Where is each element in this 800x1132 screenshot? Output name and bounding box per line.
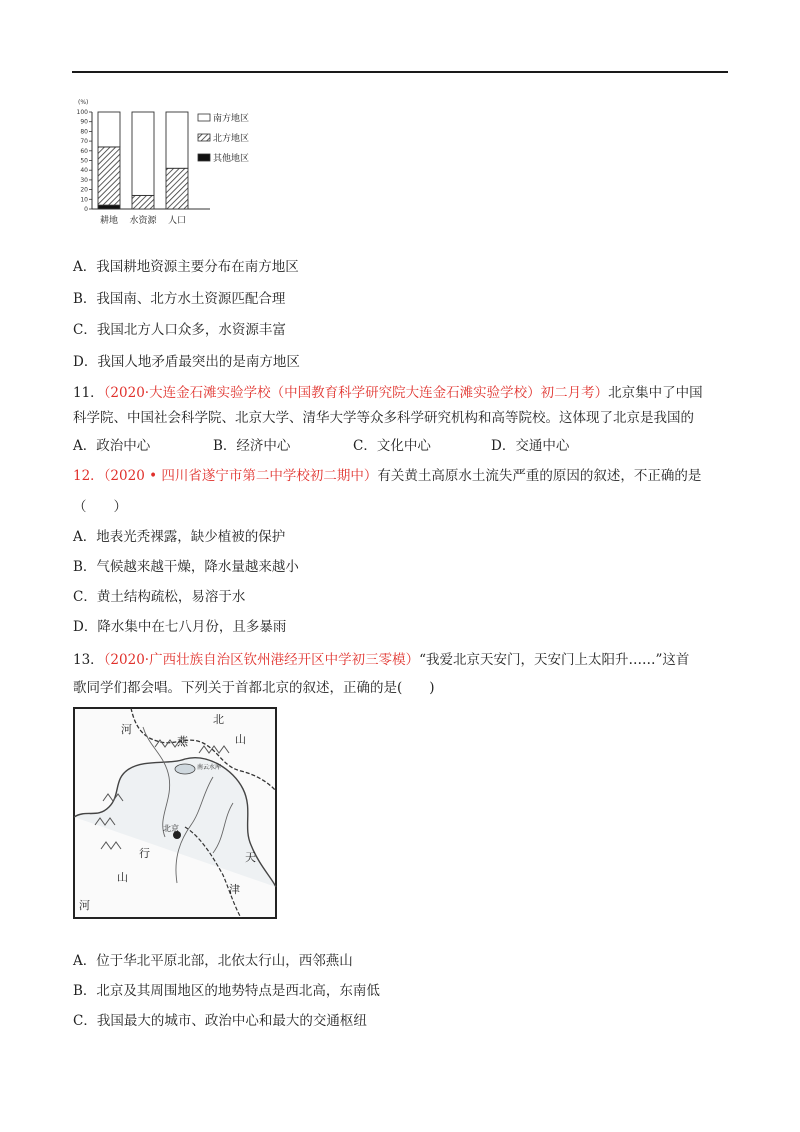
q11-stem: 北京集中了中国 (608, 385, 703, 401)
map-label-yan: 燕 (177, 735, 188, 748)
map-label-he-2: 河 (79, 899, 90, 912)
q11-option-a: A．政治中心 (73, 438, 151, 454)
legend-swatch (198, 114, 210, 121)
y-tick-label: 10 (80, 196, 88, 204)
map-label-he-1: 河 (121, 723, 132, 736)
y-tick-label: 30 (80, 176, 88, 184)
y-tick-label: 70 (80, 138, 88, 146)
y-tick-label: 0 (84, 206, 88, 213)
bar-segment (98, 147, 120, 205)
bar-segment (166, 112, 188, 168)
beijing-region-map (73, 707, 277, 919)
map-label-jin: 津 (229, 883, 240, 896)
q12-option-b: B．气候越来越干燥，降水量越来越小 (73, 559, 299, 575)
q13-option-a: A．位于华北平原北部，北依太行山，西邻燕山 (73, 953, 353, 969)
q12-stem (73, 467, 701, 485)
q11-options (73, 437, 569, 455)
category-label: 耕地 (99, 216, 119, 226)
q12-option-a: A．地表光秃裸露，缺少植被的保护 (73, 529, 286, 545)
map-label-bei: 北 (213, 713, 224, 726)
q11-source: （2020·大连金石滩实验学校（中国教育科学研究院大连金石滩实验学校）初二月考） (103, 385, 609, 401)
q13-number: 13． (73, 652, 104, 668)
resource-distribution-chart (70, 96, 290, 236)
map-label-tian: 天 (245, 851, 256, 864)
chart-bars (98, 112, 188, 209)
y-tick-label: 80 (80, 128, 88, 136)
q11-option-c: C．文化中心 (353, 438, 431, 454)
legend-label: 南方地区 (213, 114, 250, 124)
y-tick-label: 50 (80, 157, 88, 165)
legend-swatch (198, 154, 210, 161)
q10-option-b: B．我国南、北方水土资源匹配合理 (73, 291, 286, 307)
q13-stem-line1 (73, 651, 689, 669)
q11-number: 11． (73, 385, 104, 401)
q12-option-d: D．降水集中在七八月份，且多暴雨 (73, 619, 287, 635)
y-tick-label: 100 (76, 109, 88, 116)
map-label-beijing: 北京 (163, 824, 179, 833)
bar-segment (98, 205, 120, 209)
q10-option-c: C．我国北方人口众多，水资源丰富 (73, 322, 286, 338)
map-label-shan-1: 山 (235, 733, 246, 746)
q11-stem-line2: 科学院、中国社会科学院、北京大学、清华大学等众多科学研究机构和高等院校。这体现了北京是我国的 (73, 410, 694, 426)
q11-option-d: D．交通中心 (491, 438, 570, 454)
category-label: 人口 (167, 216, 187, 226)
chart-legend (198, 112, 249, 164)
bar-segment (132, 112, 154, 195)
y-tick-label: 90 (80, 118, 88, 126)
q10-option-a: A．我国耕地资源主要分布在南方地区 (73, 259, 299, 275)
q10-option-d: D．我国人地矛盾最突出的是南方地区 (73, 354, 300, 370)
q12-stem-text: 有关黄土高原水土流失严重的原因的叙述，不正确的是 (377, 468, 702, 484)
legend-label: 其他地区 (213, 154, 250, 164)
q12-option-c: C．黄土结构疏松，易溶于水 (73, 589, 246, 605)
q11-stem-line1 (73, 384, 703, 402)
q12-blank: （ ） (73, 499, 127, 515)
y-tick-label: 40 (80, 167, 88, 175)
q13-option-c: C．我国最大的城市、政治中心和最大的交通枢纽 (73, 1013, 367, 1029)
y-tick-label: 20 (80, 186, 88, 194)
q12-number: 12． (73, 468, 104, 484)
q12-source: （2020 • 四川省遂宁市第二中学校初二期中） (103, 468, 378, 484)
q13-stem: “我爱北京天安门，天安门上太阳升……”这首 (419, 652, 690, 668)
category-label: 水资源 (129, 216, 157, 226)
map-label-xing: 行 (139, 847, 150, 860)
bar-segment (132, 195, 154, 209)
legend-label: 北方地区 (213, 134, 250, 144)
y-tick-label: 60 (80, 147, 88, 155)
map-label-reservoir: 南云水库 (197, 764, 222, 771)
q13-source: （2020·广西壮族自治区钦州港经开区中学初三零模） (103, 652, 420, 668)
legend-swatch (198, 134, 210, 141)
q13-option-b: B．北京及其周围地区的地势特点是西北高，东南低 (73, 983, 380, 999)
y-axis-unit: (%) (78, 99, 89, 106)
q11-option-b: B．经济中心 (213, 438, 291, 454)
chart-category-labels (100, 214, 186, 226)
bar-segment (166, 168, 188, 209)
header-rule (72, 71, 728, 73)
bar-segment (98, 112, 120, 147)
map-label-shan-2: 山 (117, 871, 128, 884)
q13-stem-line2: 歌同学们都会唱。下列关于首都北京的叙述，正确的是( ) (73, 680, 435, 696)
